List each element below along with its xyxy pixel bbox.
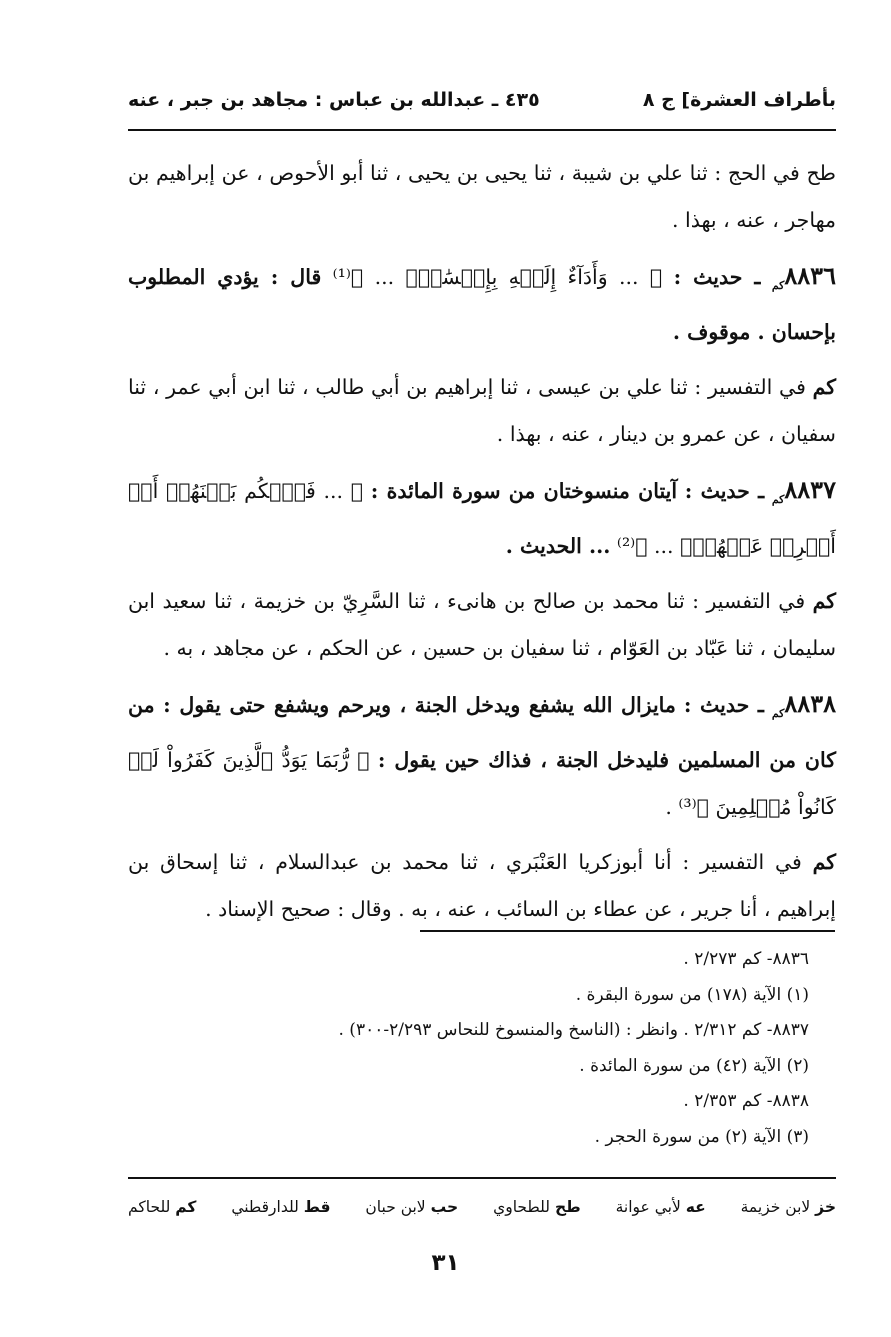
abbreviation-item: حب لابن حبان — [365, 1198, 459, 1216]
footnote: (١) الآية (١٧٨) من سورة البقرة . — [575, 984, 809, 1005]
hadith-label: ـ حديث : — [673, 265, 761, 289]
quran-verse: ﴿ ... وَأَدَآءٌ إِلَيۡهِ بِإِحۡسَٰنٍۗ ... ﴾⁽¹⁾ — [332, 265, 663, 289]
hadith-8838 — [128, 680, 836, 831]
main-text — [128, 150, 836, 941]
hadith-number: ٨٨٣٦ — [784, 261, 836, 290]
chain-text: في التفسير : ثنا علي بن عيسى ، ثنا إبراهيم بن أبي طالب ، ثنا ابن أبي عمر ، ثنا سفيان ، عن عمرو بن دينار ، عنه ، بهذا . — [128, 375, 836, 447]
paragraph-kam-1 — [128, 364, 836, 458]
abbreviation-item: طح للطحاوي — [493, 1198, 581, 1216]
paragraph-kam-2 — [128, 578, 836, 672]
hadith-text: قال : يؤدي المطلوب بإحسان . موقوف . — [128, 265, 836, 345]
hadith-text: مايزال الله يشفع ويدخل الجنة ، ويرحم ويشفع حتى يقول : من كان من المسلمين فليدخل الجنة ، فذاك حين يقول : — [128, 693, 836, 773]
running-header — [128, 82, 836, 118]
footnote: ٨٨٣٧- كم ٢/٣١٢ . وانظر : (الناسخ والمنسوخ للنحاس ٢/٢٩٣-٣٠٠) . — [338, 1020, 809, 1041]
hadith-source-tag: كم — [771, 493, 785, 507]
footnote: (٣) الآية (٢) من سورة الحجر . — [594, 1126, 809, 1147]
abbreviation-legend — [128, 1190, 836, 1224]
hadith-number: ٨٨٣٧ — [784, 475, 836, 505]
quran-verse: ﴿ ... فَٱحۡكُم بَيۡنَهُمۡ أَوۡ أَعۡرِضۡ عَنۡهُمۡۖ ... ﴾⁽²⁾ — [128, 479, 836, 559]
paragraph-tah: طح في الحج : ثنا علي بن شيبة ، ثنا يحيى بن يحيى ، ثنا أبو الأحوص ، عن إبراهيم بن مهاجر ، عنه ، بهذا . — [128, 161, 836, 232]
header-chapter: ٤٣٥ ـ عبدالله بن عباس : مجاهد بن جبر ، عنه — [128, 89, 540, 111]
page-number: ٣١ — [431, 1250, 460, 1276]
footnote: ٨٨٣٨- كم ٢/٣٥٣ . — [683, 1091, 809, 1112]
footnotes — [128, 942, 809, 1156]
footnote: (٢) الآية (٤٢) من سورة المائدة . — [579, 1055, 809, 1076]
hadith-8837 — [128, 466, 836, 570]
source-code: كم — [812, 589, 836, 614]
abbreviation-item: كم للحاكم — [128, 1198, 197, 1216]
abbreviation-item: قط للدارقطني — [231, 1198, 331, 1216]
header-volume: بأطراف العشرة] ج ٨ — [642, 89, 836, 111]
chain-text: في التفسير : ثنا محمد بن صالح بن هانىء ، ثنا السَّرِيّ بن خزيمة ، ثنا سعيد ابن سليمان ، ثنا عَبّاد بن العَوّام ، ثنا سفيان بن حسين ، عن الحكم ، عن مجاهد ، به . — [128, 589, 836, 661]
footnote: ٨٨٣٦- كم ٢/٢٧٣ . — [683, 949, 809, 969]
quran-verse: ﴿ رُّبَمَا يَوَدُّ ٱلَّذِينَ كَفَرُواْ لَوۡ كَانُواْ مُسۡلِمِينَ ﴾⁽³⁾ . — [128, 748, 836, 820]
abbreviation-item: عه لأبي عوانة — [615, 1198, 706, 1216]
paragraph-kam-3 — [128, 839, 836, 933]
header-divider — [128, 129, 836, 131]
hadith-8836 — [128, 252, 836, 356]
hadith-label: ـ حديث : — [684, 479, 765, 504]
footnote-divider — [420, 930, 835, 932]
source-code: كم — [812, 850, 836, 875]
chain-text: في التفسير : أنا أبوزكريا العَنْبَري ، ثنا محمد بن عبدالسلام ، ثنا إسحاق بن إبراهيم ، أنا جرير ، عن عطاء بن السائب ، عنه ، به . وقال : صحيح الإسناد . — [128, 850, 836, 922]
hadith-text: آيتان منسوختان من سورة المائدة : — [370, 479, 678, 504]
hadith-tail: ... الحديث . — [505, 534, 611, 559]
hadith-source-tag: كم — [771, 279, 785, 293]
source-code: كم — [812, 375, 836, 400]
abbreviation-item: خز لابن خزيمة — [740, 1198, 836, 1216]
hadith-source-tag: كم — [771, 707, 785, 721]
hadith-label: ـ حديث : — [683, 693, 764, 718]
hadith-number: ٨٨٣٨ — [784, 689, 836, 719]
bottom-divider — [128, 1177, 836, 1179]
